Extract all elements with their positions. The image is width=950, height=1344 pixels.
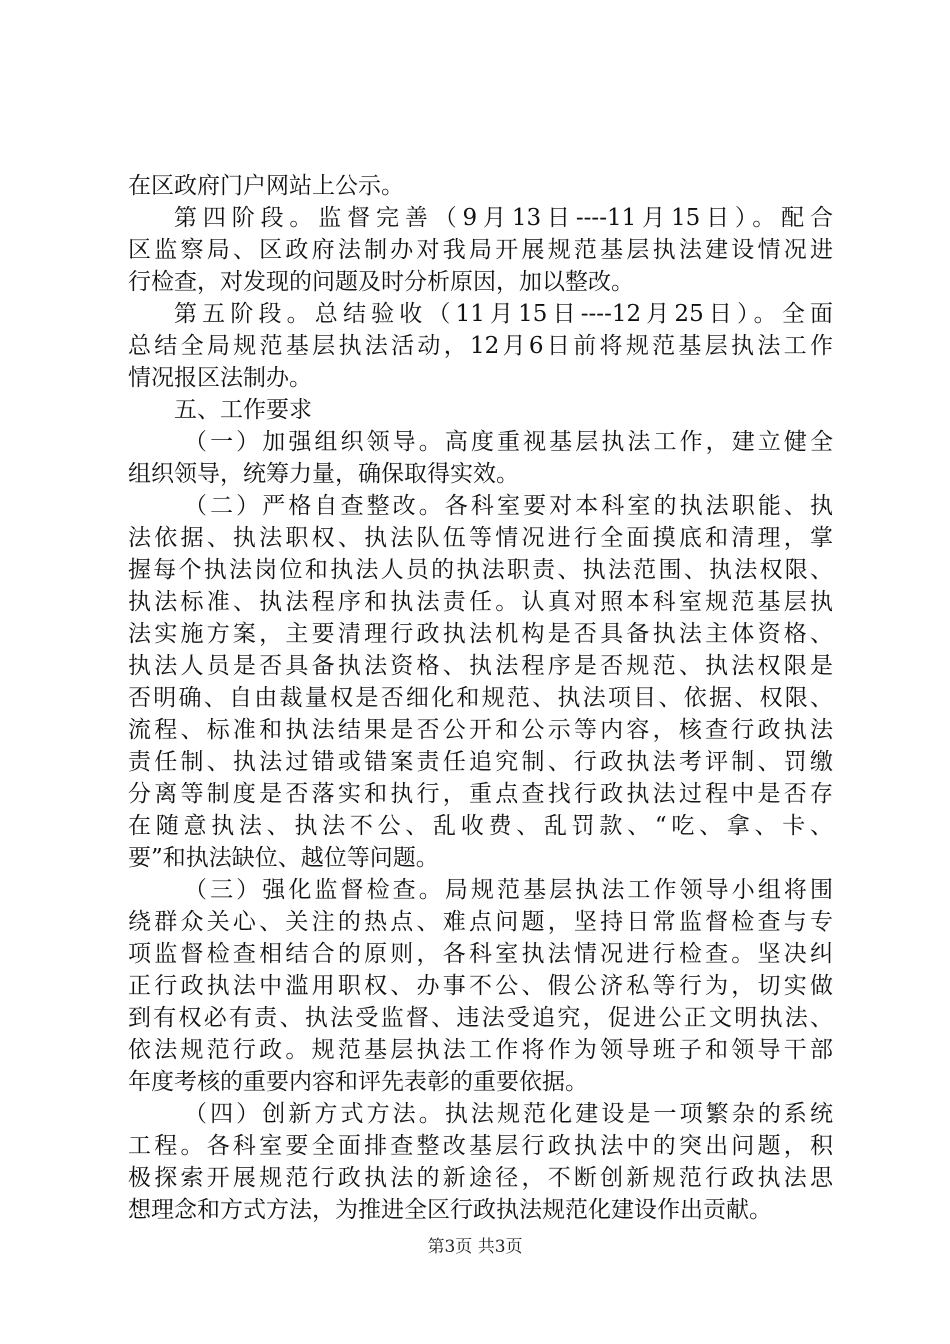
text-line: 极探索开展规范行政执法的新途径，不断创新规范行政执法思: [128, 1165, 833, 1191]
text-line: 法依据、执法职权、执法队伍等情况进行全面摸底和清理，掌: [128, 525, 833, 551]
text-line: 行检查，对发现的问题及时分析原因，加以整改。: [128, 269, 634, 295]
text-line: 到有权必有责、执法受监督、违法受追究，促进公正文明执法、: [128, 1005, 833, 1031]
text-line: 责任制、执法过错或错案责任追究制、行政执法考评制、罚缴: [128, 749, 833, 775]
text-line: 否明确、自由裁量权是否细化和规范、执法项目、依据、权限、: [128, 685, 833, 711]
text-line: 第五阶段。总结验收（11月15日----12月25日）。全面: [174, 301, 833, 327]
text-line: （四）创新方式方法。执法规范化建设是一项繁杂的系统: [184, 1101, 833, 1127]
text-line: 在随意执法、执法不公、乱收费、乱罚款、“吃、拿、卡、: [128, 813, 833, 839]
text-line: 组织领导，统筹力量，确保取得实效。: [128, 461, 519, 487]
text-line: 情况报区法制办。: [128, 365, 312, 391]
text-line: 绕群众关心、关注的热点、难点问题，坚持日常监督检查与专: [128, 909, 833, 935]
text-line: 在区政府门户网站上公示。: [128, 173, 404, 199]
text-line: 流程、标准和执法结果是否公开和公示等内容，核查行政执法: [128, 717, 833, 743]
text-line: （三）强化监督检查。局规范基层执法工作领导小组将围: [184, 877, 833, 903]
text-line: 五、工作要求: [174, 397, 312, 423]
text-line: （一）加强组织领导。高度重视基层执法工作，建立健全: [184, 429, 833, 455]
text-line: 项监督检查相结合的原则，各科室执法情况进行检查。坚决纠: [128, 941, 833, 967]
text-line: 要”和执法缺位、越位等问题。: [128, 845, 439, 871]
page-footer: 第3页 共3页: [427, 1237, 523, 1257]
document-body: [128, 170, 833, 1226]
text-line: （二）严格自查整改。各科室要对本科室的执法职能、执: [184, 493, 833, 519]
text-line: 握每个执法岗位和执法人员的执法职责、执法范围、执法权限、: [128, 557, 833, 583]
text-line: 想理念和方式方法，为推进全区行政执法规范化建设作出贡献。: [128, 1197, 772, 1223]
text-line: 分离等制度是否落实和执行，重点查找行政执法过程中是否存: [128, 781, 833, 807]
text-line: 正行政执法中滥用职权、办事不公、假公济私等行为，切实做: [128, 973, 833, 999]
text-line: 第四阶段。监督完善（9月13日----11月15日）。配合: [174, 205, 833, 231]
text-line: 法实施方案，主要清理行政执法机构是否具备执法主体资格、: [128, 621, 833, 647]
text-line: 年度考核的重要内容和评先表彰的重要依据。: [128, 1069, 588, 1095]
text-line: 区监察局、区政府法制办对我局开展规范基层执法建设情况进: [128, 237, 833, 263]
text-line: 执法人员是否具备执法资格、执法程序是否规范、执法权限是: [128, 653, 833, 679]
text-line: 执法标准、执法程序和执法责任。认真对照本科室规范基层执: [128, 589, 833, 615]
text-line: 工程。各科室要全面排查整改基层行政执法中的突出问题，积: [128, 1133, 833, 1159]
text-line: 依法规范行政。规范基层执法工作将作为领导班子和领导干部: [128, 1037, 833, 1063]
text-line: 总结全局规范基层执法活动，12月6日前将规范基层执法工作: [128, 333, 833, 359]
